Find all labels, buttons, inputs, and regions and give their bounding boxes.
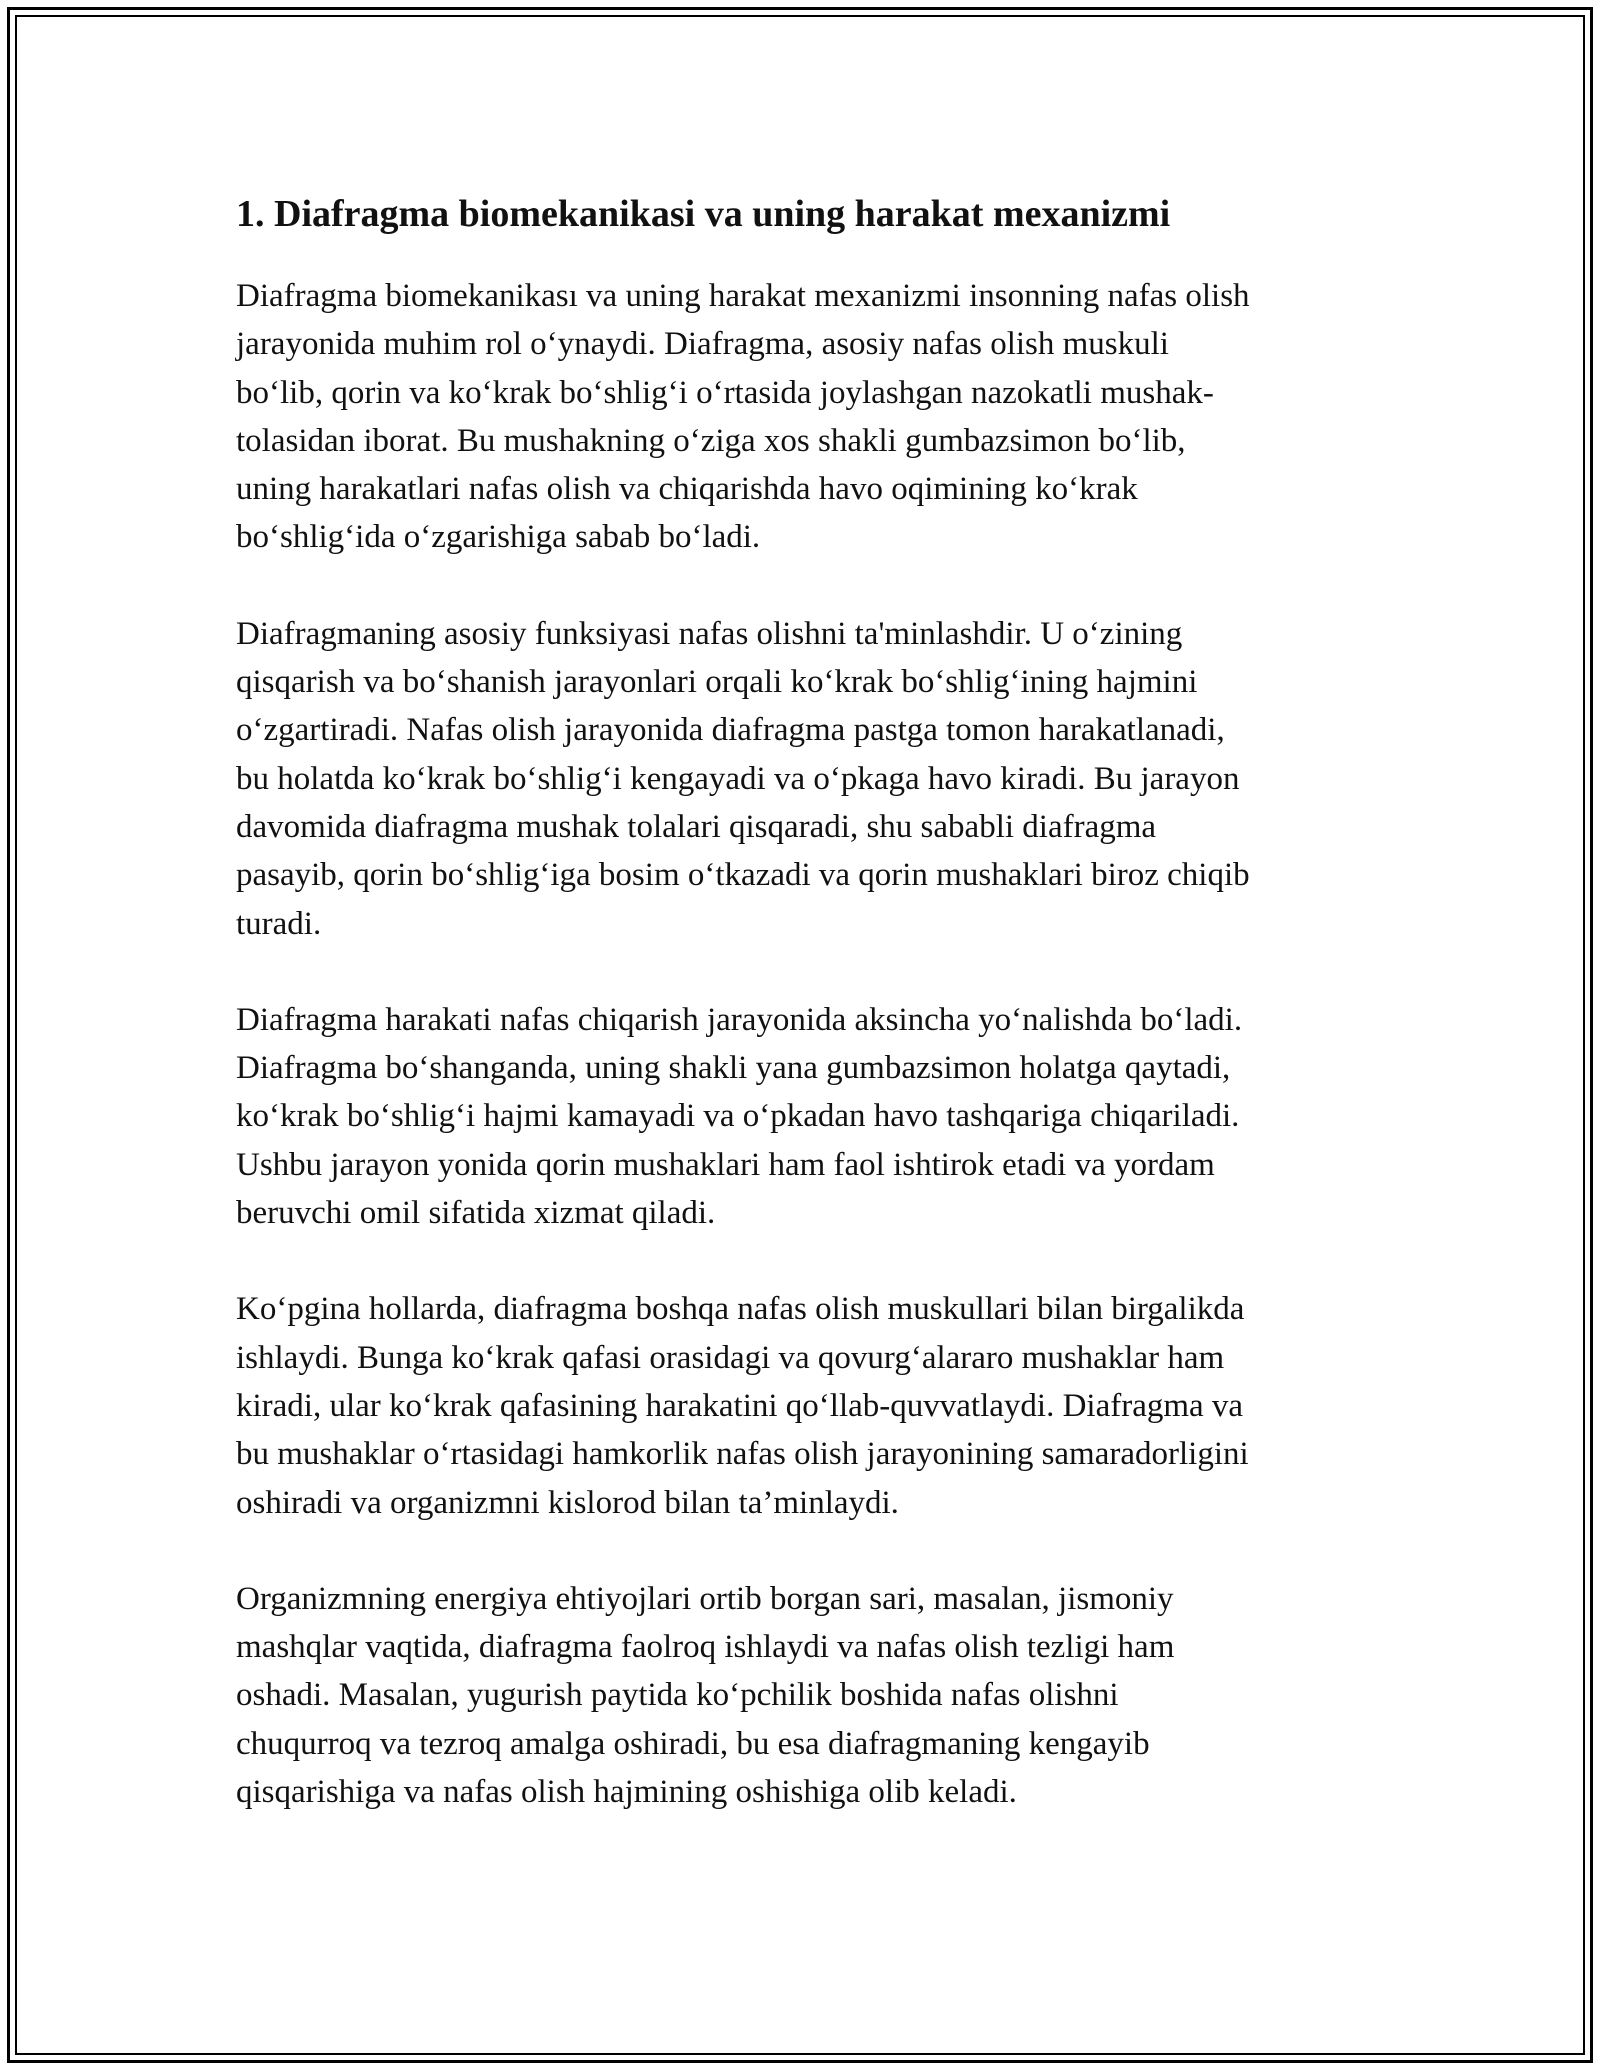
text-line: ishlaydi. Bunga ko‘krak qafasi orasidagi va qovurg‘alararo mushaklar ham xyxy=(236,1339,1225,1376)
text-line: beruvchi omil sifatida xizmat qiladi. xyxy=(236,1195,716,1232)
text-line: qisqarishiga va nafas olish hajmining oshishiga olib keladi. xyxy=(236,1774,1017,1811)
text-line: bu holatda ko‘krak bo‘shlig‘i kengayadi va o‘pkaga havo kiradi. Bu jarayon xyxy=(236,760,1240,797)
text-line: bo‘shlig‘ida o‘zgarishiga sabab bo‘ladi. xyxy=(236,519,761,556)
text-line: qisqarish va bo‘shanish jarayonlari orqali ko‘krak bo‘shlig‘ining hajmini xyxy=(236,664,1198,701)
document-title: 1. Diafragma biomekanikasi va uning harakat mexanizmi xyxy=(236,193,1171,235)
text-line: Diafragma harakati nafas chiqarish jarayonida aksincha yo‘nalishda bo‘ladi. xyxy=(236,1001,1243,1038)
text-line: Diafragma biomekanikası va uning harakat mexanizmi insonning nafas olish xyxy=(236,278,1250,314)
text-line: Diafragmaning asosiy funksiyasi nafas olishni ta'minlashdir. U o‘zining xyxy=(236,615,1183,652)
text-line: Ushbu jarayon yonida qorin mushaklari ham faol ishtirok etadi va yordam xyxy=(236,1146,1215,1183)
text-line: Ko‘pgina hollarda, diafragma boshqa nafas olish muskullari bilan birgalikda xyxy=(236,1291,1245,1328)
paragraph-3 xyxy=(236,996,1366,1237)
text-line: Diafragma bo‘shanganda, uning shakli yana gumbazsimon holatga qaytadi, xyxy=(236,1050,1231,1087)
text-line: bu mushaklar o‘rtasidagi hamkorlik nafas olish jarayonining samaradorligini xyxy=(236,1436,1249,1473)
text-line: turadi. xyxy=(236,905,322,942)
text-line: ko‘krak bo‘shlig‘i hajmi kamayadi va o‘pkadan havo tashqariga chiqariladi. xyxy=(236,1098,1240,1135)
text-line: mashqlar vaqtida, diafragma faolroq ishlaydi va nafas olish tezligi ham xyxy=(236,1629,1175,1666)
text-line: uning harakatlari nafas olish va chiqarishda havo oqimining ko‘krak xyxy=(236,471,1138,508)
text-line: jarayonida muhim rol o‘ynaydi. Diafragma, asosiy nafas olish muskuli xyxy=(236,326,1169,363)
text-line: Organizmning energiya ehtiyojlari ortib borgan sari, masalan, jismoniy xyxy=(236,1580,1174,1617)
document-body xyxy=(236,184,1366,1864)
text-line: davomida diafragma mushak tolalari qisqaradi, shu sababli diafragma xyxy=(236,808,1157,845)
text-line: o‘zgartiradi. Nafas olish jarayonida diafragma pastga tomon harakatlanadi, xyxy=(236,712,1225,749)
text-line: kiradi, ular ko‘krak qafasining harakatini qo‘llab-quvvatlaydi. Diafragma va xyxy=(236,1387,1244,1424)
paragraph-4 xyxy=(236,1285,1366,1526)
paragraph-5 xyxy=(236,1575,1366,1816)
text-line: bo‘lib, qorin va ko‘krak bo‘shlig‘i o‘rtasida joylashgan nazokatli mushak- xyxy=(236,374,1214,411)
text-line: oshadi. Masalan, yugurish paytida ko‘pchilik boshida nafas olishni xyxy=(236,1677,1119,1714)
text-line: chuqurroq va tezroq amalga oshiradi, bu esa diafragmaning kengayib xyxy=(236,1725,1150,1762)
text-line: tolasidan iborat. Bu mushakning o‘ziga xos shakli gumbazsimon bo‘lib, xyxy=(236,422,1186,459)
paragraph-2 xyxy=(236,610,1366,948)
text-line: oshiradi va organizmni kislorod bilan ta’minlaydi. xyxy=(236,1484,899,1521)
text-line: pasayib, qorin bo‘shlig‘iga bosim o‘tkazadi va qorin mushaklari biroz chiqib xyxy=(236,857,1250,894)
paragraph-1 xyxy=(236,272,1366,562)
